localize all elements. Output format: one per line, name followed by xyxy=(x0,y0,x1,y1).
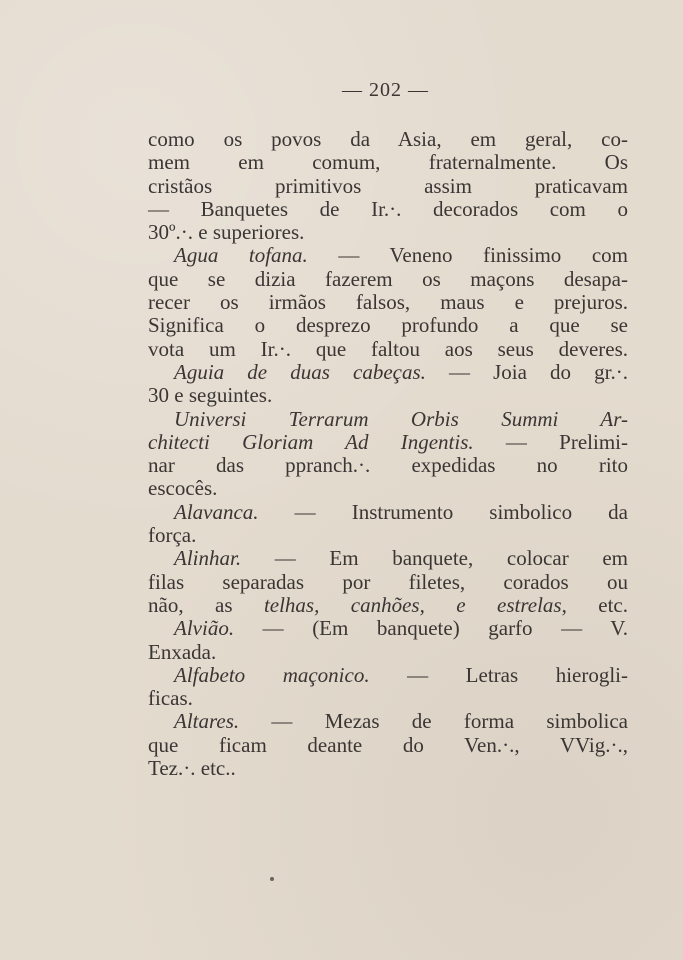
entry-term: Agua tofana. xyxy=(174,243,308,268)
entry-definition: — Prelimi- xyxy=(473,429,629,454)
text-line xyxy=(148,431,628,454)
page-text xyxy=(148,128,628,780)
entry-definition: — Joia do gr.·. xyxy=(425,359,629,384)
text-line: que ficam deante do Ven.·., VVig.·., xyxy=(148,732,628,757)
entry-definition: — Em banquete, colocar em xyxy=(241,546,628,571)
entry-universi xyxy=(148,408,628,431)
text-line: recer os irmãos falsos, maus e prejuros. xyxy=(148,290,628,315)
text-fragment: não, as xyxy=(148,592,264,617)
entry-alinhar xyxy=(148,547,628,570)
text-line: mem em comum, fraternalmente. Os xyxy=(148,150,628,175)
text-line: vota um Ir.·. que faltou aos seus deveres. xyxy=(148,336,628,361)
text-line: filas separadas por filetes, corados ou xyxy=(148,569,628,594)
entry-term: Alfabeto maçonico. xyxy=(174,662,370,687)
italic-fragment: telhas, canhões, e estrelas xyxy=(263,592,562,617)
entry-definition: — Mezas de forma simbolica xyxy=(239,709,628,734)
entry-term: Universi Terrarum Orbis Summi Ar- xyxy=(174,406,628,431)
text-line: 30 e seguintes. xyxy=(148,383,273,408)
text-fragment: , etc. xyxy=(561,592,628,617)
text-line: força. xyxy=(148,523,197,548)
text-line: ficas. xyxy=(148,686,193,711)
entry-definition: — Letras hierogli- xyxy=(369,662,629,687)
entry-alavanca xyxy=(148,501,628,524)
text-line: que se dizia fazerem os maçons desapa- xyxy=(148,266,628,291)
text-line: — Banquetes de Ir.·. decorados com o xyxy=(148,196,628,221)
entry-term: Alvião. xyxy=(174,616,235,641)
text-line: Significa o desprezo profundo a que se xyxy=(148,313,628,338)
entry-definition: — Veneno finissimo com xyxy=(307,243,628,268)
text-line: escocês. xyxy=(148,476,218,501)
entry-agua-tofana xyxy=(148,244,628,267)
entry-definition: — (Em banquete) garfo — V. xyxy=(234,616,628,641)
page-number: — 202 — xyxy=(342,79,429,101)
entry-alfabeto xyxy=(148,664,628,687)
text-line: Tez.·. etc.. xyxy=(148,756,236,781)
entry-alviao xyxy=(148,617,628,640)
text-line: como os povos da Asia, em geral, co- xyxy=(148,127,628,151)
text-line: Enxada. xyxy=(148,639,217,664)
entry-term: chitecti Gloriam Ad Ingentis. xyxy=(148,429,474,454)
entry-term: Altares. xyxy=(174,709,240,734)
entry-term: Aguia de duas cabeças. xyxy=(174,359,426,384)
text-line xyxy=(148,594,628,617)
entry-definition: — Instrumento simbolico da xyxy=(258,499,628,524)
entry-altares xyxy=(148,710,628,733)
text-line: 30º.·. e superiores. xyxy=(148,220,305,245)
text-line: nar das ppranch.·. expedidas no rito xyxy=(148,453,628,478)
entry-term: Alinhar. xyxy=(174,546,242,571)
ink-speck xyxy=(270,877,274,881)
text-line: cristãos primitivos assim praticavam xyxy=(148,173,628,198)
entry-term: Alavanca. xyxy=(174,499,259,524)
entry-aguia xyxy=(148,361,628,384)
